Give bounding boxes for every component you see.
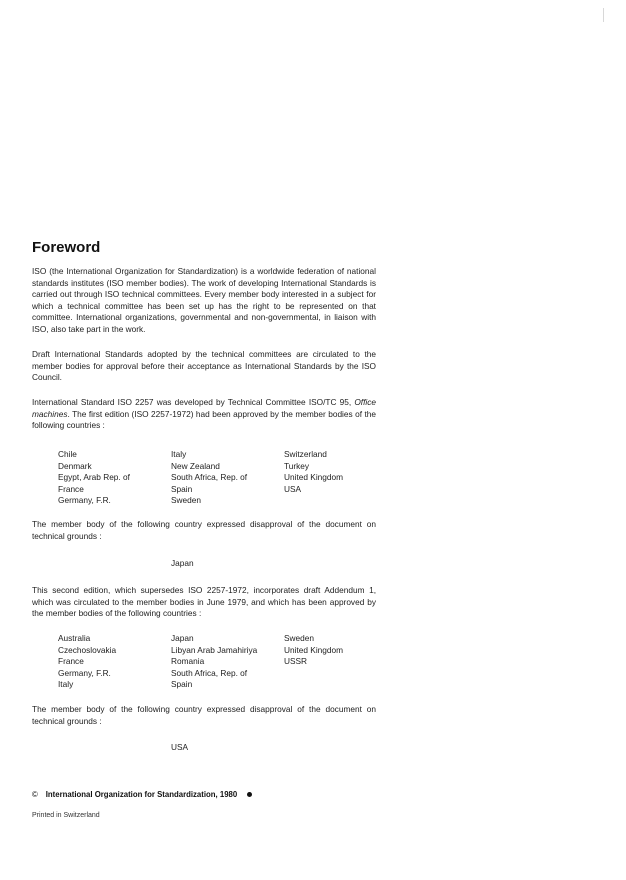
country: France <box>58 656 84 667</box>
printed-location: Printed in Switzerland <box>32 812 100 819</box>
paragraph-first-disapproval: The member body of the following country expressed disapproval of the document on technical grounds : <box>32 519 376 541</box>
country: Turkey <box>284 460 310 471</box>
country: Germany, F.R. <box>58 495 111 506</box>
country: United Kingdom <box>284 472 344 483</box>
country: France <box>58 483 84 494</box>
country: New Zealand <box>171 460 220 471</box>
country: Australia <box>58 633 91 643</box>
country: Spain <box>171 679 193 690</box>
paragraph-iso-intro: ISO (the International Organization for Standardization) is a worldwide federation of national standards institutes (ISO member bodies). The work of developing International Standards is carried out through ISO technical committees. Every member body interested in a subject for which a technical committee has been set up has the right to be represented on that committee. International organizations, governmental and non-governmental, in liaison with ISO, also take part in the work. <box>32 266 376 334</box>
country: United Kingdom <box>284 644 344 655</box>
disapproving-country-1: Japan <box>171 558 194 568</box>
disapproving-country-2: USA <box>171 742 189 752</box>
country-column-3 <box>284 449 343 495</box>
country-column-3 <box>284 633 343 668</box>
first-edition-country-list <box>58 449 388 509</box>
country: Denmark <box>58 460 92 471</box>
scan-mark <box>603 8 604 22</box>
country: Egypt, Arab Rep. of <box>58 472 130 483</box>
paragraph-second-edition: This second edition, which supersedes ISO 2257-1972, incorporates draft Addendum 1, which was circulated to the member bodies in June 1979, and which has been approved by the member bodies of the following countries : <box>32 585 376 619</box>
country: Spain <box>171 483 193 494</box>
country: USA <box>284 483 302 494</box>
country: South Africa, Rep. of <box>171 472 248 483</box>
country: Switzerland <box>284 449 327 459</box>
country-column-1 <box>58 449 130 507</box>
country: Germany, F.R. <box>58 667 111 678</box>
first-edition-text-pre: International Standard ISO 2257 was developed by Technical Committee ISO/TC 95, <box>32 397 352 407</box>
paragraph-first-edition <box>32 397 376 432</box>
country: Chile <box>58 449 77 459</box>
copyright-line <box>32 790 252 799</box>
paragraph-draft-standards: Draft International Standards adopted by the technical committees are circulated to the member bodies for approval before their acceptance as International Standards by the ISO Council. <box>32 349 376 383</box>
country: Italy <box>171 449 187 459</box>
country-column-2 <box>171 633 257 691</box>
country-column-2 <box>171 449 247 507</box>
country: Italy <box>58 679 74 690</box>
country: Romania <box>171 656 205 667</box>
committee-name: Office machines <box>32 397 376 419</box>
second-edition-country-list <box>58 633 388 693</box>
country: USSR <box>284 656 308 667</box>
country: Japan <box>171 633 194 643</box>
paragraph-second-disapproval: The member body of the following country expressed disapproval of the document on technical grounds : <box>32 704 376 726</box>
country: Czechoslovakia <box>58 644 117 655</box>
country: South Africa, Rep. of <box>171 667 248 678</box>
country-column-1 <box>58 633 116 691</box>
country: Sweden <box>284 633 314 643</box>
page-title: Foreword <box>32 239 101 256</box>
copyright-text: International Organization for Standardization, 1980 <box>45 790 238 799</box>
bullet-dot-icon <box>247 792 252 797</box>
first-edition-text-post: . The first edition (ISO 2257-1972) had been approved by the member bodies of the following countries : <box>32 408 376 431</box>
copyright-symbol: © <box>32 790 38 799</box>
country: Libyan Arab Jamahiriya <box>171 644 258 655</box>
country: Sweden <box>171 495 201 506</box>
